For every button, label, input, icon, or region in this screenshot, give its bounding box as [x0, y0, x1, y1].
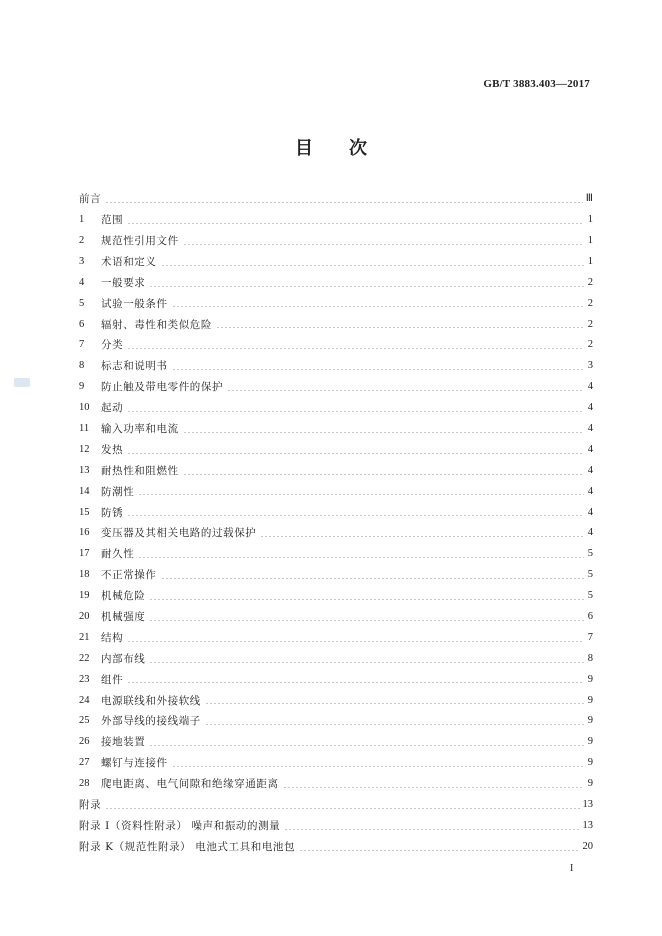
toc-entry-number: 15 — [79, 506, 90, 518]
table-of-contents — [79, 189, 593, 858]
dot-leader — [149, 599, 584, 600]
toc-entry-page: 4 — [587, 422, 593, 434]
toc-entry-label: 防潮性 — [101, 485, 135, 498]
toc-entry-number: 1 — [79, 214, 85, 226]
toc-entry-label: 附录 I（资料性附录） 噪声和振动的测量 — [79, 819, 281, 832]
dot-leader — [283, 787, 584, 788]
toc-entry-label: 分类 — [101, 339, 124, 352]
toc-entry-page: 2 — [587, 297, 593, 309]
toc-entry-number: 9 — [79, 381, 85, 393]
toc-entry-number: 6 — [79, 318, 85, 330]
toc-entry-label: 规范性引用文件 — [101, 234, 179, 247]
toc-entry-number: 3 — [79, 255, 85, 267]
toc-entry-page: 9 — [587, 715, 593, 727]
toc-entry[interactable] — [79, 398, 593, 419]
toc-entry-number: 28 — [79, 778, 90, 790]
dot-leader — [183, 474, 584, 475]
toc-entry-number: 4 — [79, 276, 85, 288]
toc-entry-page: Ⅲ — [585, 193, 593, 205]
toc-entry-page: 4 — [587, 402, 593, 414]
toc-entry[interactable] — [79, 231, 593, 252]
toc-entry-number: 13 — [79, 464, 90, 476]
dot-leader — [172, 369, 584, 370]
watermark-stamp — [14, 378, 30, 387]
toc-entry-number: 11 — [79, 422, 90, 434]
toc-entry-page: 9 — [587, 757, 593, 769]
toc-entry[interactable] — [79, 837, 593, 858]
toc-entry-label: 接地装置 — [101, 736, 146, 749]
dot-leader — [127, 682, 584, 683]
toc-entry-number: 27 — [79, 757, 90, 769]
toc-entry-page: 1 — [587, 255, 593, 267]
toc-entry-label: 耐热性和阻燃性 — [101, 464, 179, 477]
toc-entry-label: 起动 — [101, 402, 124, 415]
toc-entry-label: 辐射、毒性和类似危险 — [101, 318, 212, 331]
toc-entry-label: 一般要求 — [101, 276, 146, 289]
toc-entry[interactable] — [79, 210, 593, 231]
toc-entry-label: 附录 K（规范性附录） 电池式工具和电池包 — [79, 840, 296, 853]
toc-entry[interactable] — [79, 523, 593, 544]
toc-entry-number: 8 — [79, 360, 85, 372]
dot-leader — [260, 536, 584, 537]
toc-entry-page: 2 — [587, 276, 593, 288]
toc-entry[interactable] — [79, 669, 593, 690]
toc-entry-page: 6 — [587, 611, 593, 622]
dot-leader — [183, 244, 584, 245]
toc-entry-page: 1 — [587, 234, 593, 246]
toc-entry-label: 试验一般条件 — [101, 297, 168, 310]
toc-entry-page: 4 — [587, 527, 593, 539]
toc-entry-label: 附录 — [79, 799, 102, 812]
toc-entry[interactable] — [79, 481, 593, 502]
toc-entry-page: 4 — [587, 485, 593, 497]
toc-entry-page: 9 — [587, 673, 593, 685]
toc-entry-number: 24 — [79, 694, 90, 706]
page-title: 目次 — [295, 138, 403, 159]
dot-leader — [127, 223, 584, 224]
toc-entry-page: 5 — [587, 548, 593, 560]
toc-entry-number: 14 — [79, 485, 90, 497]
toc-entry[interactable] — [79, 544, 593, 565]
toc-entry[interactable] — [79, 273, 593, 294]
toc-entry-label: 螺钉与连接件 — [101, 757, 168, 770]
toc-entry[interactable] — [79, 419, 593, 440]
toc-entry[interactable] — [79, 377, 593, 398]
toc-entry-label: 变压器及其相关电路的过载保护 — [101, 527, 257, 540]
dot-leader — [149, 662, 584, 663]
dot-leader — [149, 286, 584, 287]
dot-leader — [299, 850, 579, 851]
toc-entry-label: 机械危险 — [101, 590, 146, 603]
toc-entry-label: 范围 — [101, 214, 124, 227]
toc-entry-number: 21 — [79, 631, 90, 643]
dot-leader — [149, 620, 584, 621]
toc-entry-page: 4 — [587, 443, 593, 455]
dot-leader — [105, 808, 579, 809]
toc-entry-label: 不正常操作 — [101, 569, 157, 582]
dot-leader — [161, 578, 585, 579]
toc-entry-label: 防止触及带电零件的保护 — [101, 381, 224, 394]
toc-entry-page: 2 — [587, 318, 593, 330]
toc-entry-label: 术语和定义 — [101, 255, 157, 268]
dot-leader — [149, 745, 584, 746]
dot-leader — [161, 265, 585, 266]
toc-entry-number: 23 — [79, 673, 90, 685]
toc-entry[interactable] — [79, 565, 593, 586]
toc-entry-page: 1 — [587, 214, 593, 226]
toc-entry[interactable] — [79, 711, 593, 732]
toc-entry-number: 18 — [79, 569, 90, 581]
dot-leader — [127, 453, 584, 454]
toc-entry[interactable] — [79, 356, 593, 377]
toc-entry-number: 26 — [79, 736, 90, 748]
toc-entry-number: 16 — [79, 527, 90, 539]
toc-entry[interactable] — [79, 690, 593, 711]
standard-number: GB/T 3883.403—2017 — [483, 78, 590, 90]
toc-entry[interactable] — [79, 189, 593, 210]
toc-entry[interactable] — [79, 628, 593, 649]
toc-entry-page: 9 — [587, 778, 593, 790]
toc-entry-page: 13 — [582, 799, 593, 811]
toc-entry-number: 5 — [79, 297, 85, 309]
toc-entry-page: 8 — [587, 652, 593, 664]
dot-leader — [138, 557, 584, 558]
toc-entry-number: 7 — [79, 339, 85, 351]
toc-entry-page: 4 — [587, 506, 593, 518]
dot-leader — [105, 202, 583, 203]
dot-leader — [205, 703, 584, 704]
toc-entry-number: 20 — [79, 611, 90, 622]
page-number: I — [570, 863, 574, 874]
toc-entry-number: 25 — [79, 715, 90, 727]
toc-entry-label: 电源联线和外接软线 — [101, 694, 201, 707]
toc-entry-page: 4 — [587, 464, 593, 476]
dot-leader — [127, 641, 584, 642]
toc-entry-label: 标志和说明书 — [101, 360, 168, 373]
dot-leader — [172, 306, 584, 307]
toc-entry-label: 机械强度 — [101, 611, 146, 623]
toc-entry[interactable] — [79, 816, 593, 837]
toc-entry[interactable] — [79, 774, 593, 795]
toc-entry-label: 发热 — [101, 443, 124, 456]
toc-entry[interactable] — [79, 461, 593, 482]
toc-entry-number: 10 — [79, 402, 90, 414]
dot-leader — [127, 515, 584, 516]
toc-entry-label: 输入功率和电流 — [101, 422, 179, 435]
toc-entry[interactable] — [79, 649, 593, 670]
toc-entry-page: 13 — [582, 819, 593, 831]
toc-entry[interactable] — [79, 314, 593, 335]
toc-entry-page: 5 — [587, 590, 593, 602]
dot-leader — [205, 724, 584, 725]
toc-entry[interactable] — [79, 502, 593, 523]
toc-entry-number: 12 — [79, 443, 90, 455]
toc-entry[interactable] — [79, 753, 593, 774]
dot-leader — [227, 390, 584, 391]
toc-entry[interactable] — [79, 732, 593, 753]
dot-leader — [127, 348, 584, 349]
toc-entry-page: 4 — [587, 381, 593, 393]
toc-entry[interactable] — [79, 586, 593, 607]
toc-entry-page: 9 — [587, 694, 593, 706]
toc-entry-label: 外部导线的接线端子 — [101, 715, 201, 728]
dot-leader — [127, 411, 584, 412]
toc-entry[interactable] — [79, 440, 593, 461]
dot-leader — [172, 766, 584, 767]
toc-entry[interactable] — [79, 252, 593, 273]
toc-entry-label: 前言 — [79, 193, 102, 206]
dot-leader — [183, 432, 584, 433]
toc-entry-label: 防锈 — [101, 506, 124, 519]
dot-leader — [216, 327, 584, 328]
dot-leader — [138, 494, 584, 495]
toc-entry-page: 3 — [587, 360, 593, 372]
toc-entry[interactable] — [79, 795, 593, 816]
dot-leader — [284, 829, 579, 830]
toc-entry-label: 爬电距离、电气间隙和绝缘穿通距离 — [101, 778, 279, 791]
toc-entry[interactable] — [79, 607, 593, 628]
toc-entry-page: 9 — [587, 736, 593, 748]
toc-entry[interactable] — [79, 335, 593, 356]
toc-entry-label: 组件 — [101, 673, 124, 686]
toc-entry-number: 17 — [79, 548, 90, 560]
toc-entry-label: 结构 — [101, 631, 124, 644]
toc-entry-label: 内部布线 — [101, 652, 146, 665]
toc-entry[interactable] — [79, 293, 593, 314]
toc-entry-number: 22 — [79, 652, 90, 664]
toc-entry-page: 20 — [582, 840, 593, 852]
toc-entry-number: 2 — [79, 234, 85, 246]
toc-entry-page: 2 — [587, 339, 593, 351]
toc-entry-number: 19 — [79, 590, 90, 602]
toc-entry-page: 5 — [587, 569, 593, 581]
toc-entry-page: 7 — [587, 631, 593, 643]
toc-entry-label: 耐久性 — [101, 548, 135, 561]
